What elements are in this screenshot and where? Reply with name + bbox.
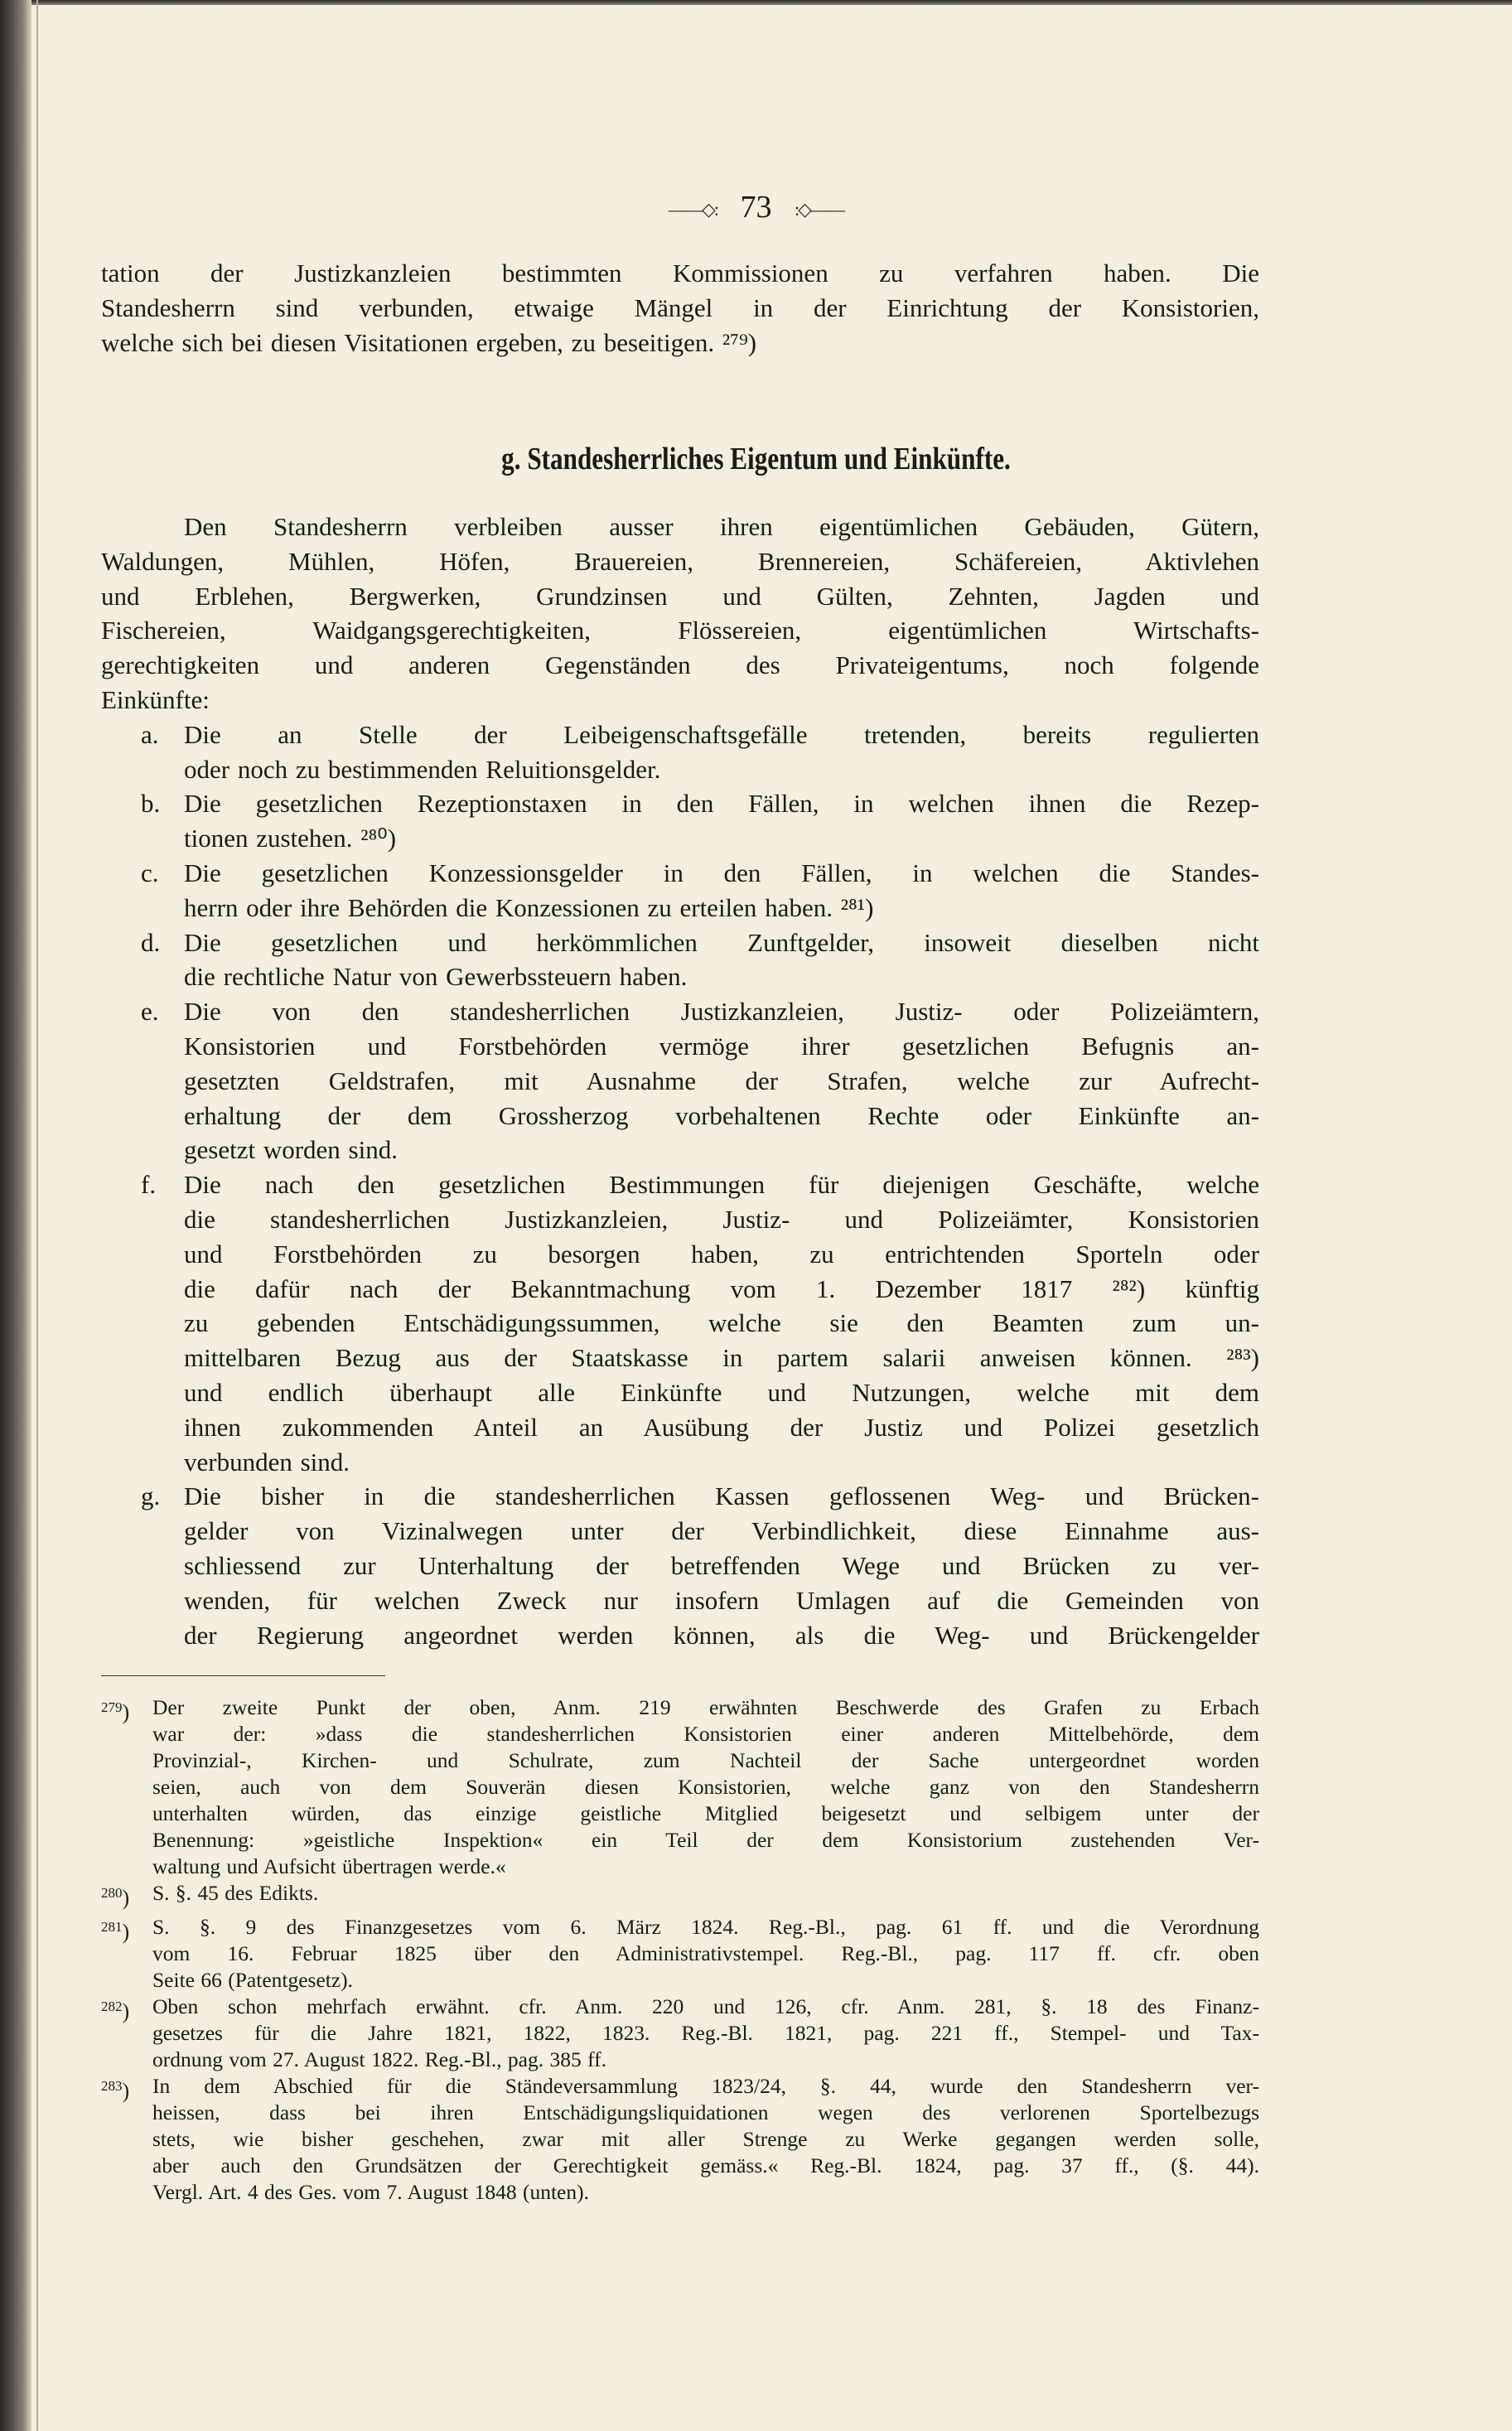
list-item-text [184,786,1259,856]
footnote-paren: ) [122,1886,130,1910]
text-line: die standesherrlichen Justizkanzleien, Justiz- und Polizeiämter, Konsistorien [184,1204,1259,1234]
text-line: der Regierung angeordnet werden können, als die Weg- und Brückengelder [184,1620,1259,1650]
ornament-right-icon: :◇—— [795,199,844,220]
footnotes [101,1694,1259,2206]
text-line: und Forstbehörden zu besorgen haben, zu entrichtenden Sporteln oder [184,1239,1259,1269]
text-line: die dafür nach der Bekanntmachung vom 1. Dezember 1817 ²⁸²) künftig [184,1273,1259,1303]
list-marker [101,1479,184,1652]
list-item-text [184,926,1259,995]
text-line: Seite 66 (Patentgesetz). [152,1968,354,1992]
list-item [101,926,1259,995]
text-line: verbunden sind. [184,1447,350,1476]
text-line: Die gesetzlichen Rezeptionstaxen in den Fällen, in welchen ihnen die Rezep- [184,789,1259,819]
text-line: seien, auch von dem Souverän diesen Konsistorien, welche ganz von den Standesherrn [152,1775,1259,1799]
list-item-text [184,1479,1259,1652]
text-line: gelder von Vizinalwegen unter der Verbindlichkeit, diese Einnahme aus- [184,1516,1259,1546]
footnote [101,1914,1259,1994]
text-line: Die gesetzlichen und herkömmlichen Zunftgelder, insoweit dieselben nicht [184,927,1259,957]
text-line: heissen, dass bei ihren Entschädigungsliquidationen wegen des verlorenen Sportelbezugs [152,2100,1259,2124]
ornament-left-icon: ——◇: [668,199,717,220]
list-marker-label: a. [141,719,159,749]
section-heading: g. Standesherrliches Eigentum und Einkünfte. [501,442,1011,476]
footnote-marker [101,1994,152,2073]
list-marker-label: d. [141,927,161,957]
footnote-paren: ) [122,1700,130,1724]
text-line: Konsistorien und Forstbehörden vermöge ihrer gesetzlichen Befugnis an- [184,1031,1259,1061]
footnote-paren: ) [122,1999,130,2023]
text-line: ordnung vom 27. August 1822. Reg.-Bl., pag. 385 ff. [152,2047,606,2071]
list-marker [101,926,184,995]
list-item [101,856,1259,926]
text-line: herrn oder ihre Behörden die Konzessionen zu erteilen haben. ²⁸¹) [184,892,874,922]
text-line: Einkünfte: [101,684,210,714]
text-line: Fischereien, Waidgangsgerechtigkeiten, Flössereien, eigentümlichen Wirtschafts- [101,616,1259,645]
text-line: welche sich bei diesen Visitationen ergeben, zu beseitigen. ²⁷⁹) [101,327,757,357]
text-line: Den Standesherrn verbleiben ausser ihren eigentümlichen Gebäuden, Gütern, [184,512,1259,541]
list-item [101,786,1259,856]
text-line: Oben schon mehrfach erwähnt. cfr. Anm. 220 und 126, cfr. Anm. 281, §. 18 des Finanz- [152,1994,1259,2018]
list-item [101,1479,1259,1652]
text-line: ihnen zukommenden Anteil an Ausübung der Justiz und Polizei gesetzlich [184,1412,1259,1442]
list-marker-label: g. [141,1481,161,1511]
footnote-marker [101,1880,152,1914]
text-line: schliessend zur Unterhaltung der betreffenden Wege und Brücken zu ver- [184,1550,1259,1580]
text-line: Die nach den gesetzlichen Bestimmungen für diejenigen Geschäfte, welche [184,1170,1259,1200]
text-line: unterhalten würden, das einzige geistliche Mitglied beigesetzt und selbigem unter der [152,1801,1259,1825]
list-marker-label: e. [141,997,159,1027]
footnote-marker [101,2073,152,2206]
list-marker [101,856,184,926]
text-line: gesetzten Geldstrafen, mit Ausnahme der Strafen, welche zur Aufrecht- [184,1066,1259,1095]
text-line: und endlich überhaupt alle Einkünfte und Nutzungen, welche mit dem [184,1377,1259,1407]
footnote-number: 279 [101,1699,123,1715]
text-line: Vergl. Art. 4 des Ges. vom 7. August 1848 (unten). [152,2180,589,2204]
list-item-text [184,856,1259,926]
binding-line [36,0,38,2431]
book-binding-edge [0,0,31,2431]
text-line: wenden, für welchen Zweck nur insofern Umlagen auf die Gemeinden von [184,1585,1259,1615]
text-line: Standesherrn sind verbunden, etwaige Mängel in der Einrichtung der Konsistorien, [101,292,1259,322]
text-line: stets, wie bisher geschehen, zwar mit aller Strenge zu Werke gegangen werden solle, [152,2127,1259,2151]
text-line: Provinzial-, Kirchen- und Schulrate, zum Nachteil der Sache untergeordnet worden [152,1748,1259,1772]
list-marker [101,994,184,1167]
footnote-number: 283 [101,2078,123,2094]
text-line: S. §. 9 des Finanzgesetzes vom 6. März 1824. Reg.-Bl., pag. 61 ff. und die Verordnung [152,1915,1259,1939]
footnote-rule [101,1675,385,1676]
body-text [101,510,1259,1652]
text-line: Die von den standesherrlichen Justizkanzleien, Justiz- oder Polizeiämtern, [184,997,1259,1027]
footnote-text [152,1914,1259,1994]
intro-paragraph [101,256,1259,360]
footnote-text [152,1994,1259,2073]
list-marker [101,1167,184,1479]
text-line: In dem Abschied für die Ständeversammlung 1823/24, §. 44, wurde den Standesherrn ver- [152,2074,1259,2098]
text-line: gesetzes für die Jahre 1821, 1822, 1823. Reg.-Bl. 1821, pag. 221 ff., Stempel- und Tax- [152,2021,1259,2045]
list-marker-label: b. [141,789,161,819]
text-line: Die bisher in die standesherrlichen Kassen geflossenen Weg- und Brücken- [184,1481,1259,1511]
text-line: oder noch zu bestimmenden Reluitionsgelder. [184,754,661,784]
list-item-text [184,994,1259,1167]
footnote [101,1994,1259,2073]
footnote-paren: ) [122,2079,130,2103]
footnote-number: 282 [101,1998,123,2014]
footnote-number: 281 [101,1919,123,1935]
footnote [101,2073,1259,2206]
footnote-text [152,2073,1259,2206]
page-number: 73 [740,190,772,225]
text-line: Waldungen, Mühlen, Höfen, Brauereien, Brennereien, Schäfereien, Aktivlehen [101,546,1259,576]
text-line: tation der Justizkanzleien bestimmten Kommissionen zu verfahren haben. Die [101,259,1259,288]
text-line: Der zweite Punkt der oben, Anm. 219 erwähnten Beschwerde des Grafen zu Erbach [152,1695,1259,1719]
text-line: aber auch den Grundsätzen der Gerechtigkeit gemäss.« Reg.-Bl. 1824, pag. 37 ff., (§. 44). [152,2153,1259,2177]
footnote [101,1694,1259,1880]
page-header [0,189,1512,225]
text-line: mittelbaren Bezug aus der Staatskasse in partem salarii anweisen können. ²⁸³) [184,1343,1259,1373]
text-line: Die an Stelle der Leibeigenschaftsgefälle tretenden, bereits regulierten [184,719,1259,749]
text-line: erhaltung der dem Grossherzog vorbehaltenen Rechte oder Einkünfte an- [184,1100,1259,1130]
footnote-text [152,1880,1259,1914]
text-line: gesetzt worden sind. [184,1135,398,1165]
list-marker [101,786,184,856]
list-item [101,1167,1259,1479]
footnote-marker [101,1694,152,1880]
text-line: die rechtliche Natur von Gewerbssteuern haben. [184,962,688,992]
text-line: vom 16. Februar 1825 über den Administrativstempel. Reg.-Bl., pag. 117 ff. cfr. oben [152,1941,1259,1965]
text-line: Benennung: »geistliche Inspektion« ein Teil der dem Konsistorium zustehenden Ver- [152,1828,1259,1852]
list-item [101,718,1259,787]
list-marker-label: f. [141,1170,157,1200]
text-line: waltung und Aufsicht übertragen werde.« [152,1854,506,1878]
footnote-number: 280 [101,1885,123,1901]
footnote-marker [101,1914,152,1994]
text-line: und Erblehen, Bergwerken, Grundzinsen und Gülten, Zehnten, Jagden und [101,581,1259,611]
list-item-text [184,718,1259,787]
list-marker [101,718,184,787]
text-line: gerechtigkeiten und anderen Gegenständen des Privateigentums, noch folgende [101,650,1259,680]
text-line: S. §. 45 des Edikts. [152,1881,319,1905]
text-line: zu gebenden Entschädigungssummen, welche sie den Beamten zum un- [184,1308,1259,1338]
text-line: war der: »dass die standesherrlichen Konsistorien einer anderen Mittelbehörde, dem [152,1722,1259,1746]
footnote [101,1880,1259,1914]
list-item-text [184,1167,1259,1479]
text-line: tionen zustehen. ²⁸⁰) [184,824,397,853]
text-line: Die gesetzlichen Konzessionsgelder in den Fällen, in welchen die Standes- [184,858,1259,887]
footnote-text [152,1694,1259,1880]
page-top-border [0,0,1512,5]
list-item [101,994,1259,1167]
footnote-paren: ) [122,1920,130,1944]
list-marker-label: c. [141,858,159,887]
